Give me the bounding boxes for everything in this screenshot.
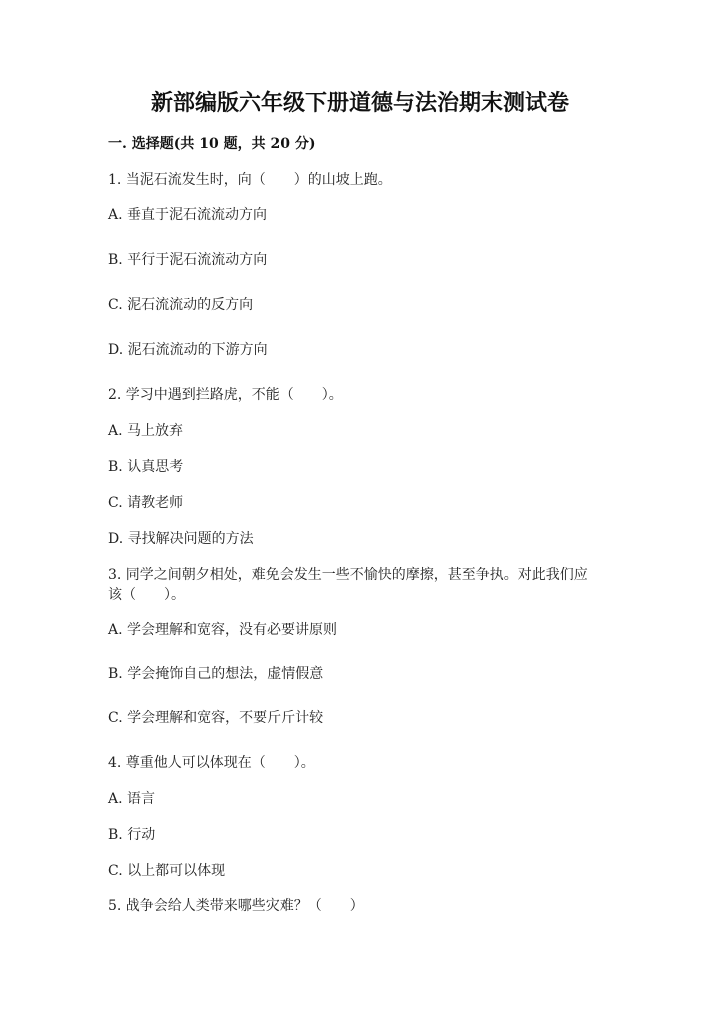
question-4-option-b: B. 行动 bbox=[108, 827, 156, 843]
question-1-option-c: C. 泥石流流动的反方向 bbox=[108, 297, 254, 313]
question-1-option-a: A. 垂直于泥石流流动方向 bbox=[108, 207, 268, 223]
question-4-option-c: C. 以上都可以体现 bbox=[108, 863, 226, 879]
section-heading: 一. 选择题(共 10 题，共 20 分) bbox=[108, 136, 316, 152]
question-2-option-b: B. 认真思考 bbox=[108, 459, 184, 475]
question-3-option-a: A. 学会理解和宽容，没有必要讲原则 bbox=[108, 622, 338, 638]
question-3-option-b: B. 学会掩饰自己的想法，虚情假意 bbox=[108, 666, 324, 682]
question-1-option-d: D. 泥石流流动的下游方向 bbox=[108, 342, 268, 358]
question-3-option-c: C. 学会理解和宽容，不要斤斤计较 bbox=[108, 710, 324, 726]
page-title: 新部编版六年级下册道德与法治期末测试卷 bbox=[150, 90, 569, 116]
question-2-option-d: D. 寻找解决问题的方法 bbox=[108, 531, 254, 547]
question-2-option-c: C. 请教老师 bbox=[108, 495, 184, 511]
question-2-stem: 2. 学习中遇到拦路虎，不能（ ）。 bbox=[108, 387, 343, 403]
question-3-stem-line-1: 3. 同学之间朝夕相处，难免会发生一些不愉快的摩擦，甚至争执。对此我们应 bbox=[108, 567, 588, 583]
question-3-stem-line-2: 该（ ）。 bbox=[108, 587, 185, 603]
question-1-stem: 1. 当泥石流发生时，向（ ）的山坡上跑。 bbox=[108, 172, 392, 188]
question-5-stem: 5. 战争会给人类带来哪些灾难？（ ） bbox=[108, 898, 364, 914]
question-4-option-a: A. 语言 bbox=[108, 791, 156, 807]
question-4-stem: 4. 尊重他人可以体现在（ ）。 bbox=[108, 755, 315, 771]
question-1-option-b: B. 平行于泥石流流动方向 bbox=[108, 252, 268, 268]
question-2-option-a: A. 马上放弃 bbox=[108, 423, 184, 439]
